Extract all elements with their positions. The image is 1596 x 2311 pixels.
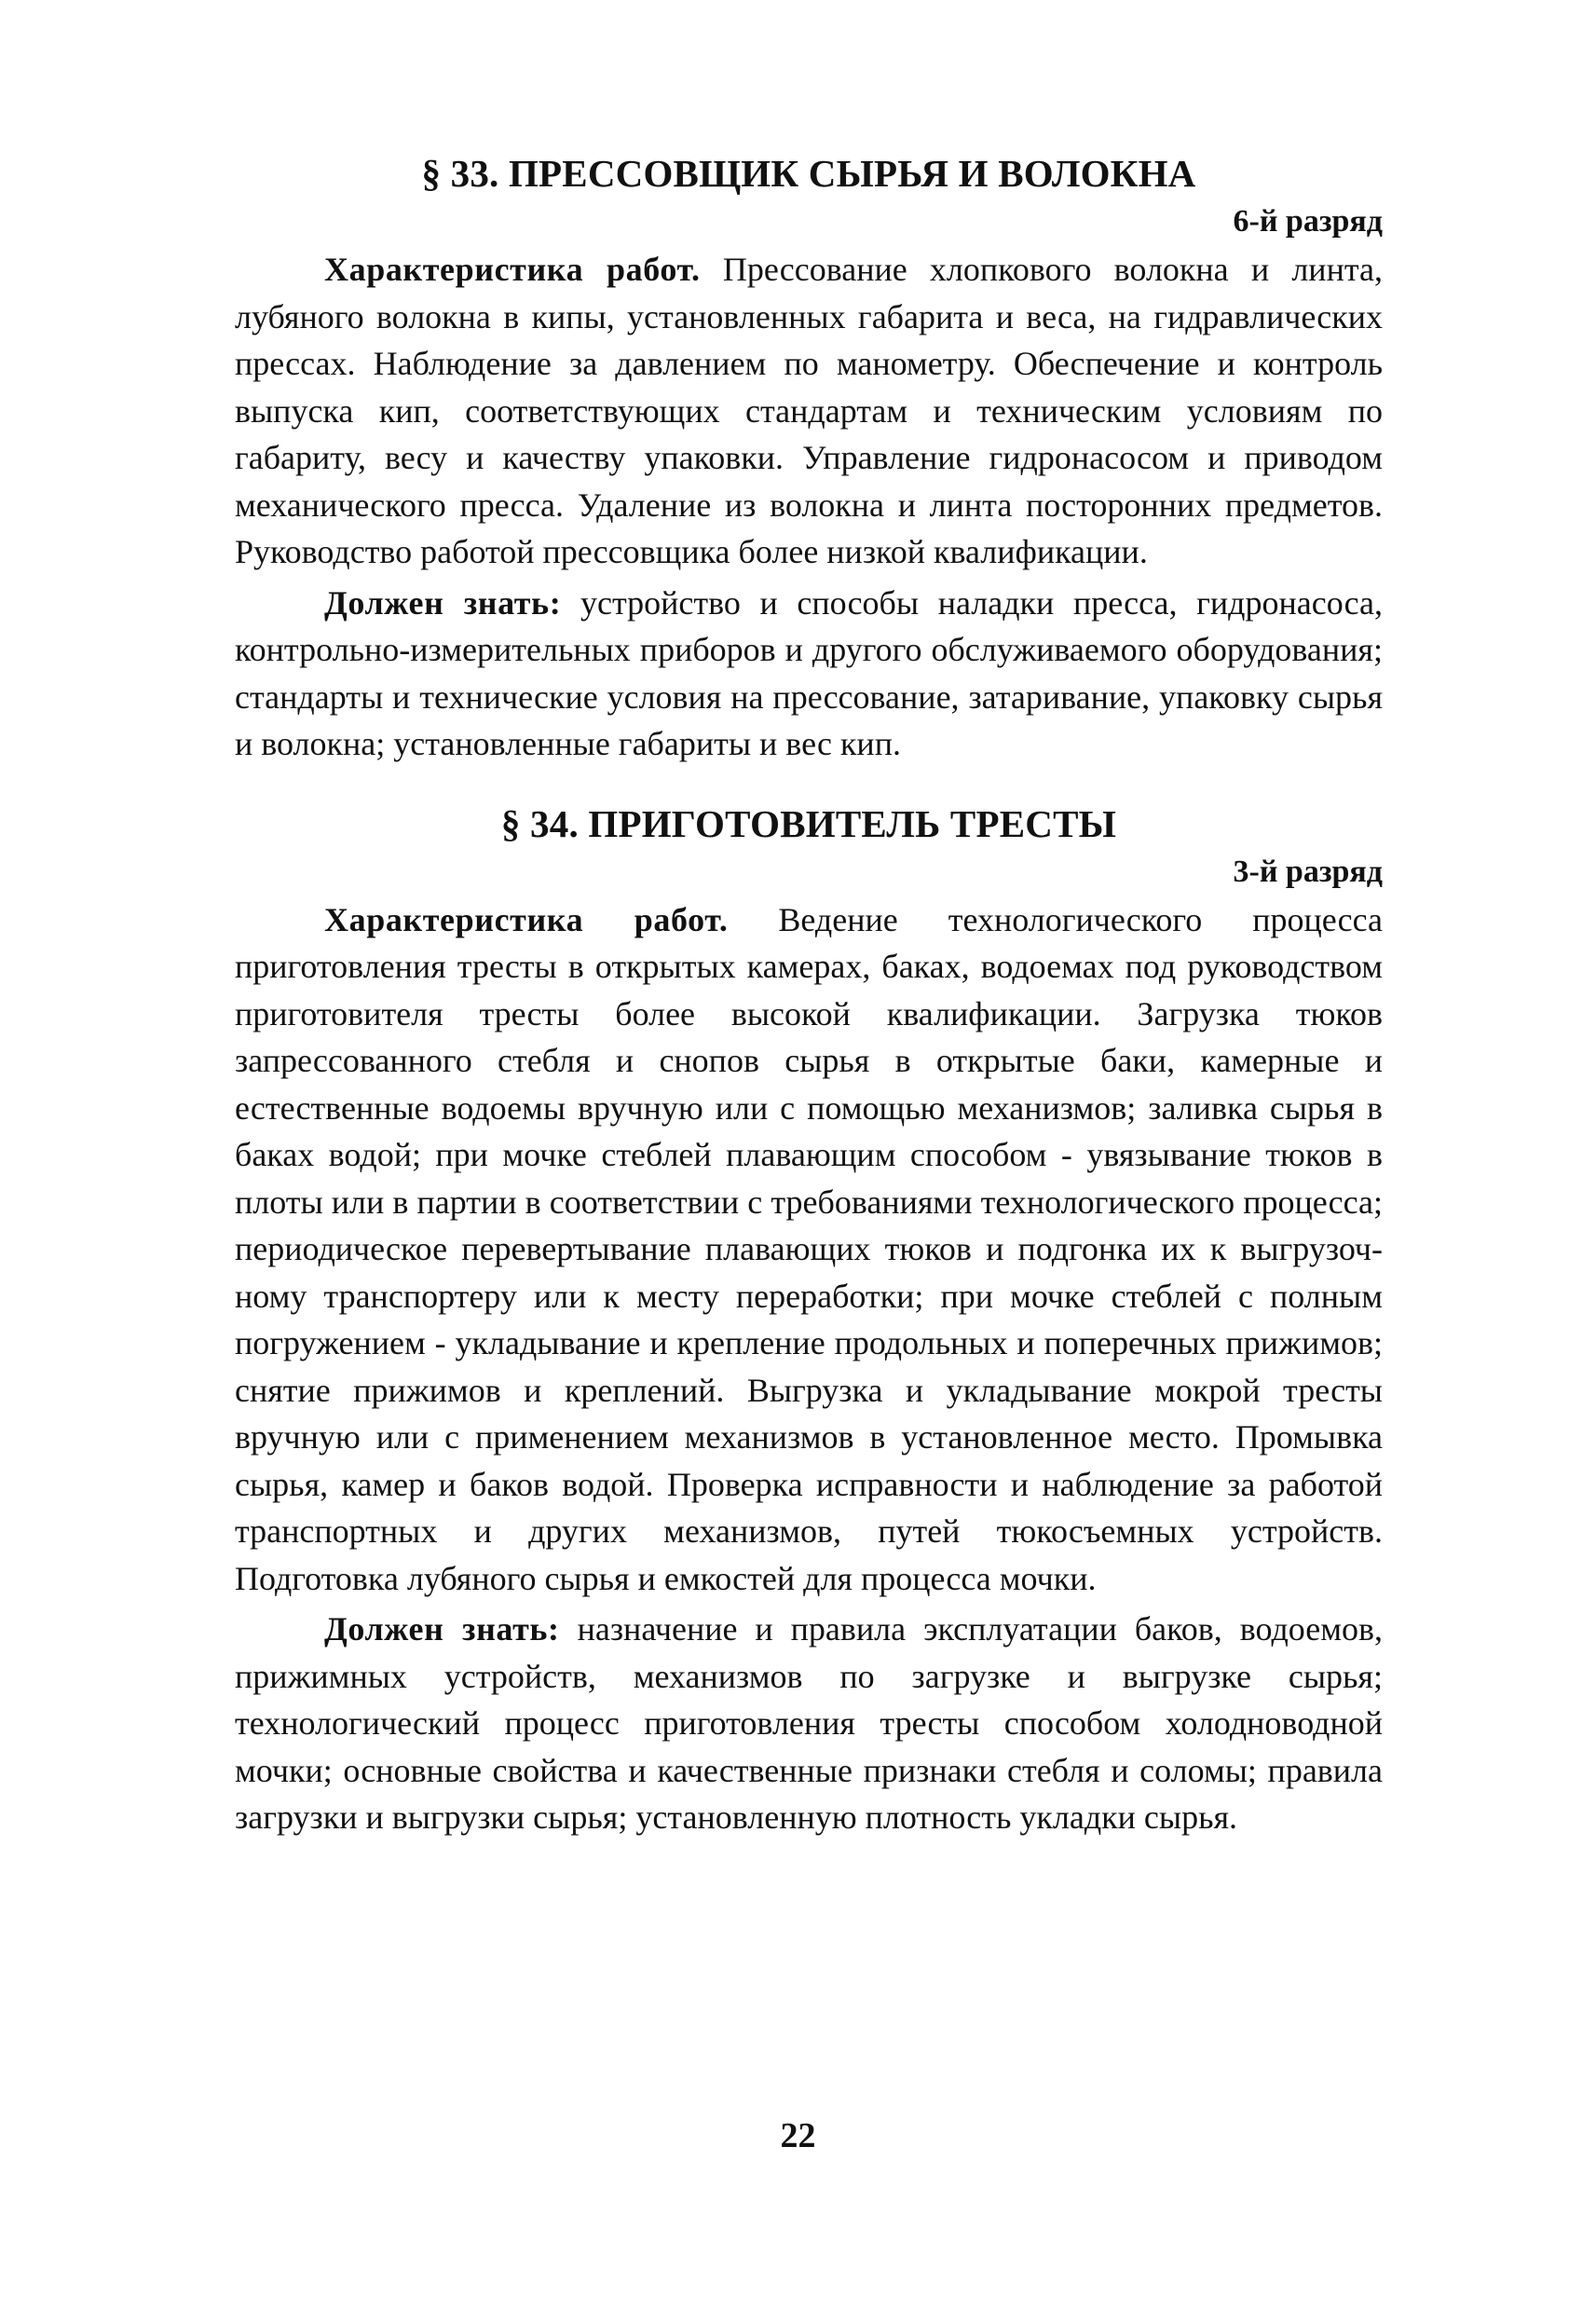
section-title: § 33. ПРЕССОВЩИК СЫРЬЯ И ВОЛОКНА (421, 152, 1196, 195)
characteristics-lead: Характеристика работ. (324, 251, 701, 288)
characteristics-text: Ведение технологического процесса приготовления тресты в открытых камерах, баках, водоемах под руководством приготовителя тресты более высокой квалификации. Загрузка тюков запрессованного стебля и снопов сырья в открытые баки, камерные и естественные водоемы вручную или с помощью механизмов; заливка сырья в баках водой; при мочке стеблей плавающим способом - увязывание тюков в плоты или в партии в соответствии с требованиями технологического процесса; периодическое перевертывание плавающих тюков и подгонка их к выгрузочному транспортеру или к месту переработки; при мочке стеблей с полным погружением - укладывание и крепление продольных и поперечных прижимов; снятие прижимов и креплений. Выгрузка и укладывание мокрой тресты вручную или с применением механизмов в установленное место. Промывка сырья, камер и баков водой. Проверка исправности и наблюдение за работой транспортных и других механизмов, путей тюкосъемных устройств. Подготовка лубяного сырья и емкостей для процесса мочки. (235, 900, 1383, 1597)
characteristics-text: Прессование хлопкового волокна и линта, лубяного волокна в кипы, установленных габарита и веса, на гидравлических прессах. Наблюдение за давлением по манометру. Обеспечение и контроль выпуска кип, соответствующих стандартам и техническим условиям по габариту, весу и качеству упаковки. Управление гидронасосом и приводом механического пресса. Удаление из волокна и линта посторонних предметов. Руководство работой прессовщика более низкой квалификации. (235, 251, 1383, 570)
page-number: 22 (780, 2116, 816, 2155)
characteristics-paragraph (235, 896, 1383, 1603)
knowledge-lead: Должен знать: (324, 1610, 560, 1648)
knowledge-paragraph (235, 580, 1383, 768)
characteristics-lead: Характеристика работ. (324, 900, 729, 938)
section-title: § 34. ПРИГОТОВИТЕЛЬ ТРЕСТЫ (500, 801, 1117, 845)
knowledge-text: устройство и способы наладки пресса, гидронасоса, контрольно-измерительных приборов и другого обслуживаемого оборудования; стандарты и технические условия на прессование, затаривание, упаковку сырья и волокна; установленные габариты и вес кип. (235, 583, 1383, 762)
characteristics-paragraph (235, 246, 1383, 576)
grade-label: 6-й разряд (1233, 204, 1383, 239)
knowledge-text: назначение и правила эксплуатации баков, водоемов, прижимных устройств, механизмов по загрузке и выгрузке сырья; технологический процесс приготовления тресты способом холодноводной мочки; основные свойства и качественные признаки стебля и соломы; правила загрузки и выгрузки сырья; установленную плотность укладки сырья. (235, 1610, 1383, 1836)
page-content (235, 149, 1383, 1841)
knowledge-lead: Должен знать: (324, 583, 562, 622)
knowledge-paragraph (235, 1606, 1383, 1841)
section-34 (235, 800, 1383, 1841)
section-33 (235, 149, 1383, 768)
grade-label: 3-й разряд (1233, 854, 1383, 889)
